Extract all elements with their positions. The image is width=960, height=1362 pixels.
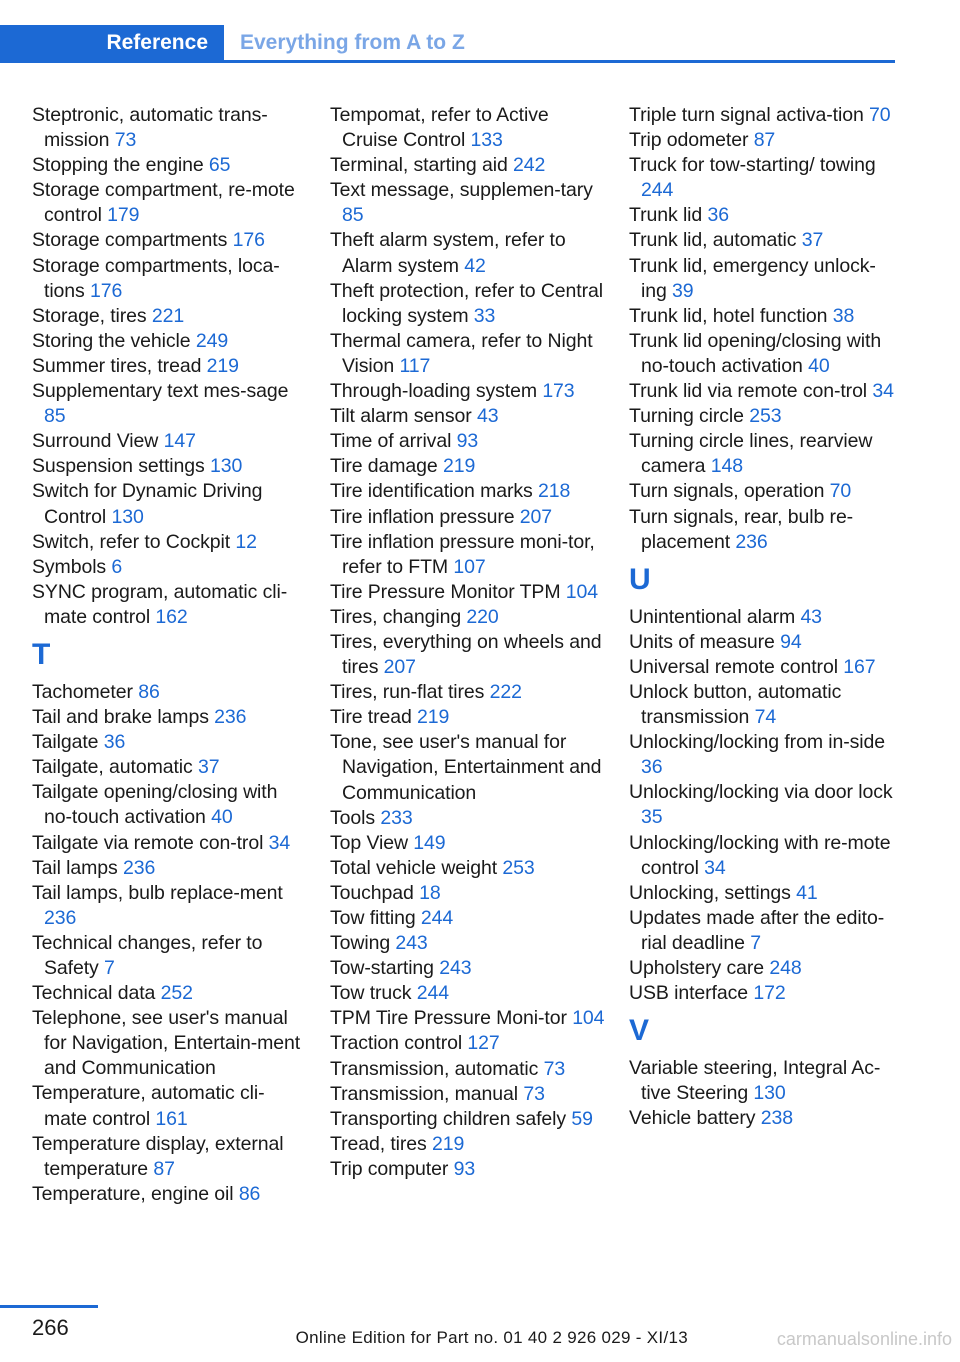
header-divider (0, 60, 895, 63)
index-entry-term: Supplementary text mes-sage (32, 380, 289, 403)
index-entry-term: Tail and brake lamps (32, 706, 215, 729)
index-entry (330, 580, 605, 605)
index-entry (32, 228, 307, 253)
index-entry-term: Tire identification marks (330, 480, 538, 503)
index-entry (330, 228, 605, 278)
page-link[interactable]: 38 (832, 304, 855, 327)
index-entry-term: Tire Pressure Monitor TPM (330, 580, 566, 603)
index-entry (330, 530, 605, 580)
index-entry (330, 1082, 605, 1107)
index-entry-term: Units of measure (629, 630, 781, 653)
index-entry (629, 505, 899, 555)
index-entry (32, 755, 307, 780)
index-entry (629, 329, 899, 379)
index-entry (32, 1132, 307, 1182)
page-link[interactable]: 40 (211, 806, 233, 829)
page-link[interactable]: 162 (155, 605, 188, 628)
page-link[interactable]: 94 (780, 630, 802, 653)
index-entry (629, 906, 899, 956)
index-entry (32, 555, 307, 580)
index-entry (330, 956, 605, 981)
index-entry (330, 1057, 605, 1082)
index-column-2 (330, 103, 605, 1182)
page-link[interactable]: 248 (769, 957, 802, 979)
index-entry-term: Tail lamps, bulb replace-ment (32, 881, 283, 904)
index-entry (32, 103, 307, 153)
index-entry-term: Temperature display, external temperature (32, 1132, 284, 1180)
index-entry-term: Unlocking, settings (629, 881, 797, 904)
index-entry-term: Tow-starting (330, 957, 440, 980)
index-entry (330, 705, 605, 730)
index-entry-term: Unlock button, automatic transmission (629, 680, 842, 729)
index-entry-term: Unlocking/locking with re-mote control (629, 831, 891, 879)
index-entry-term: Trunk lid via remote con-trol (629, 380, 873, 403)
index-entry-term: Tow fitting (330, 907, 421, 929)
page-link[interactable]: 130 (111, 505, 144, 528)
index-entry-term: Vehicle battery (629, 1107, 761, 1130)
index-entry-term: Storage compartments (32, 229, 233, 252)
index-entry-term: Storing the vehicle (32, 329, 196, 352)
page-link[interactable]: 73 (523, 1082, 545, 1105)
index-entry-term: USB interface (629, 982, 754, 1005)
index-entry-term: Terminal, starting aid (330, 154, 514, 177)
page-link[interactable]: 161 (155, 1107, 188, 1130)
page-link[interactable]: 127 (467, 1032, 500, 1055)
index-entry (32, 1081, 307, 1131)
index-entry (629, 429, 899, 479)
index-entry (629, 128, 899, 153)
index-entry (330, 329, 605, 379)
page-link[interactable]: 242 (513, 154, 546, 177)
page-link[interactable]: 173 (542, 380, 575, 403)
page-link[interactable]: 236 (214, 706, 247, 729)
index-entry-term: Tachometer (32, 680, 139, 703)
index-entry (32, 780, 307, 830)
index-entry-term: Top View (330, 831, 414, 854)
index-entry-term: Tailgate opening/closing with no-touch activation (32, 781, 278, 829)
index-entry-term: Universal remote control (629, 655, 844, 678)
page-link[interactable]: 85 (342, 204, 364, 227)
index-entry-term: Updates made after the edito-rial deadline (629, 906, 885, 954)
index-entry (32, 580, 307, 630)
page-link[interactable]: 221 (151, 304, 185, 327)
index-entry (330, 1132, 605, 1157)
page-link[interactable]: 43 (800, 605, 822, 628)
index-entry-term: Switch for Dynamic Driving Control (32, 480, 263, 528)
index-entry-term: Trunk lid (629, 204, 708, 227)
index-entry (32, 254, 307, 304)
index-entry-term: Tail lamps (32, 856, 124, 879)
index-entry (32, 530, 307, 555)
index-entry-term: Transporting children safely (330, 1107, 572, 1130)
index-entry (330, 630, 605, 680)
index-entry-term: Turning circle (629, 405, 750, 428)
index-entry (32, 454, 307, 479)
index-entry (330, 856, 605, 881)
page-link[interactable]: 85 (44, 405, 66, 428)
index-entry-term: SYNC program, automatic cli-mate control (32, 580, 288, 628)
index-entry (32, 881, 307, 931)
page-link[interactable]: 252 (160, 982, 193, 1005)
page-link[interactable]: 43 (477, 405, 499, 428)
page-link[interactable]: 37 (198, 756, 220, 779)
index-entry (629, 153, 899, 203)
index-entry-term: Suspension settings (32, 455, 210, 478)
index-entry-term: TPM Tire Pressure Moni-tor (330, 1007, 573, 1030)
page-link[interactable]: 218 (538, 480, 571, 503)
index-entry (330, 379, 605, 404)
index-entry (32, 1006, 307, 1081)
page-link[interactable]: 73 (114, 129, 137, 152)
index-entry (629, 956, 899, 981)
index-entry (330, 881, 605, 906)
index-entry (629, 379, 899, 404)
index-column-1 (32, 103, 307, 1207)
page-link[interactable]: 219 (442, 455, 476, 478)
index-entry (32, 730, 307, 755)
page-link[interactable]: 93 (453, 1157, 476, 1180)
index-entry-term: Trip computer (330, 1157, 454, 1180)
page-link[interactable]: 40 (808, 354, 830, 377)
page-link[interactable]: 34 (268, 831, 291, 854)
index-entry-term: Telephone, see user's manual for Navigation, Entertain-ment and Communication (32, 1007, 301, 1080)
index-entry (32, 329, 307, 354)
index-entry-term: Tire inflation pressure moni-tor, refer to FTM (330, 530, 595, 578)
index-entry-term: Switch, refer to Cockpit (32, 530, 236, 553)
index-entry (330, 153, 605, 178)
index-entry (629, 228, 899, 253)
index-entry-term: Through-loading system (330, 380, 543, 403)
index-entry (629, 680, 899, 730)
watermark: carmanualsonline.info (776, 1329, 952, 1349)
index-entry-term: Storage, tires (32, 304, 152, 327)
page-link[interactable]: 7 (104, 957, 115, 979)
index-entry (629, 655, 899, 680)
page-link[interactable]: 130 (753, 1082, 786, 1105)
page-link[interactable]: 117 (399, 354, 431, 377)
page-link[interactable]: 253 (749, 405, 782, 428)
index-entry (330, 505, 605, 530)
page-link[interactable]: 176 (232, 229, 265, 252)
page-link[interactable]: 238 (760, 1107, 793, 1130)
index-entry-term: Theft alarm system, refer to Alarm system (330, 229, 566, 277)
page-link[interactable]: 87 (753, 129, 776, 152)
index-entry-term: Unintentional alarm (629, 605, 801, 628)
index-entry (629, 1106, 899, 1131)
index-entry-term: Turning circle lines, rearview camera (629, 430, 873, 478)
page-link[interactable]: 104 (572, 1007, 605, 1030)
index-entry-term: Unlocking/locking via door lock (629, 781, 893, 804)
index-entry (629, 630, 899, 655)
page-link[interactable]: 107 (453, 555, 486, 578)
index-entry (629, 730, 899, 780)
index-entry-term: Surround View (32, 430, 164, 453)
index-entry-term: Tow truck (330, 982, 417, 1005)
page-link[interactable]: 236 (123, 856, 156, 879)
page-link[interactable]: 236 (735, 530, 768, 553)
index-entry (629, 881, 899, 906)
index-entry-term: Symbols (32, 555, 112, 578)
page-number: 266 (32, 1315, 69, 1340)
index-entry (629, 831, 899, 881)
index-entry-term: Tire damage (330, 455, 443, 478)
page-link[interactable]: 104 (565, 580, 599, 603)
page-link[interactable]: 244 (420, 907, 454, 929)
index-entry (330, 1107, 605, 1132)
page-link[interactable]: 219 (432, 1132, 465, 1155)
index-entry-term: Transmission, manual (330, 1082, 524, 1105)
page-link[interactable]: 18 (419, 881, 441, 904)
page-link[interactable]: 33 (473, 304, 496, 327)
page-link[interactable]: 36 (103, 731, 126, 754)
index-entry (32, 379, 307, 429)
index-entry-term: Tailgate via remote con-trol (32, 831, 269, 854)
footer-divider (0, 1305, 98, 1308)
index-entry (330, 279, 605, 329)
page-link[interactable]: 149 (413, 831, 446, 854)
index-entry (330, 730, 605, 805)
index-entry-term: Turn signals, rear, bulb re-placement (629, 505, 854, 553)
index-entry (330, 178, 605, 228)
index-entry-term: Tailgate (32, 731, 104, 754)
index-entry (32, 981, 307, 1006)
index-entry-term: Touchpad (330, 881, 420, 904)
index-entry-term: Trunk lid, emergency unlock-ing (629, 254, 876, 302)
page-link[interactable]: 179 (107, 204, 140, 227)
index-entry-term: Unlocking/locking from in-side (629, 731, 886, 754)
page-link[interactable]: 59 (571, 1107, 593, 1130)
page-link[interactable]: 148 (710, 455, 743, 478)
index-entry-term: Time of arrival (330, 430, 457, 453)
index-entry-term: Steptronic, automatic trans-mission (32, 104, 268, 152)
index-letter-heading: T (32, 637, 51, 671)
index-entry-term: Storage compartments, loca-tions (32, 254, 280, 302)
page-link[interactable]: 65 (208, 154, 231, 177)
index-entry-term: Truck for tow-starting/ towing (629, 154, 876, 177)
index-entry (32, 304, 307, 329)
page-link[interactable]: 236 (44, 906, 77, 929)
index-entry (330, 680, 605, 705)
index-letter-heading: U (629, 562, 651, 596)
page-link[interactable]: 37 (801, 229, 824, 252)
section-tab-reference[interactable]: Reference (0, 25, 224, 63)
page-link[interactable]: 207 (519, 505, 553, 528)
page-link[interactable]: 6 (111, 555, 123, 578)
page-link[interactable]: 220 (466, 605, 499, 628)
index-entry-term: Towing (330, 932, 396, 955)
index-entry-term: Tires, run-flat tires (330, 681, 490, 704)
page-link[interactable]: 253 (502, 856, 535, 879)
index-column-3 (629, 103, 899, 1131)
page-link[interactable]: 172 (753, 982, 786, 1005)
index-entry (330, 806, 605, 831)
page-link[interactable]: 12 (235, 530, 257, 553)
index-entry-term: Trunk lid opening/closing with no-touch activation (629, 329, 882, 377)
page-link[interactable]: 243 (439, 957, 472, 980)
index-entry (629, 479, 899, 504)
index-entry-term: Technical changes, refer to Safety (32, 931, 263, 979)
index-entry-term: Theft protection, refer to Central locking system (330, 279, 603, 327)
page-link[interactable]: 133 (470, 129, 503, 152)
edition-note: Online Edition for Part no. 01 40 2 926 029 - XI/13 (295, 1328, 688, 1347)
index-entry-term: Tools (330, 806, 381, 829)
index-entry (629, 981, 899, 1006)
index-entry (330, 931, 605, 956)
page-link[interactable]: 86 (238, 1182, 261, 1205)
index-entry (32, 680, 307, 705)
index-entry-term: Trunk lid, hotel function (629, 304, 833, 327)
page-link[interactable]: 35 (641, 806, 663, 829)
index-entry (330, 454, 605, 479)
page-link[interactable]: 207 (383, 656, 416, 679)
index-entry-term: Summer tires, tread (32, 354, 207, 377)
index-entry (32, 178, 307, 228)
index-entry (629, 203, 899, 228)
page-link[interactable]: 219 (206, 354, 239, 377)
index-entry (330, 1157, 605, 1182)
index-entry-term: Tires, everything on wheels and tires (330, 630, 602, 679)
index-entry (330, 906, 605, 931)
index-entry (330, 1031, 605, 1056)
index-entry-term: Thermal camera, refer to Night Vision (330, 329, 593, 377)
index-entry-term: Turn signals, operation (629, 480, 830, 503)
index-entry-term: Tire inflation pressure (330, 505, 520, 528)
page-link[interactable]: 36 (641, 756, 663, 779)
index-entry-term: Trunk lid, automatic (629, 229, 802, 252)
index-entry-term: Technical data (32, 982, 161, 1005)
index-entry (32, 705, 307, 730)
index-entry-term: Tailgate, automatic (32, 756, 199, 779)
index-entry (32, 1182, 307, 1207)
page-link[interactable]: 243 (395, 932, 428, 955)
index-entry (32, 931, 307, 981)
page-link[interactable]: 73 (543, 1057, 566, 1080)
index-entry-term: Total vehicle weight (330, 856, 503, 879)
page-link[interactable]: 70 (829, 480, 852, 503)
index-entry (629, 605, 899, 630)
index-entry (330, 831, 605, 856)
index-entry-term: Tone, see user's manual for Navigation, Entertainment and Communication (330, 731, 602, 804)
index-entry (629, 404, 899, 429)
index-entry (32, 479, 307, 529)
page-header (0, 25, 895, 63)
page-link[interactable]: 130 (209, 455, 243, 478)
index-entry-term: Trip odometer (629, 129, 754, 152)
index-entry-term: Tire tread (330, 706, 418, 729)
index-entry (330, 981, 605, 1006)
index-entry (629, 103, 899, 128)
index-entry-term: Text message, supplemen-tary (330, 179, 593, 202)
index-entry (330, 1006, 605, 1031)
page-link[interactable]: 244 (416, 982, 450, 1005)
page-link[interactable]: 233 (380, 806, 413, 829)
index-entry-term: Tilt alarm sensor (330, 405, 478, 428)
index-entry-term: Tires, changing (330, 605, 467, 628)
page-link[interactable]: 244 (641, 179, 674, 202)
index-entry (32, 153, 307, 178)
index-entry (629, 1056, 899, 1106)
index-entry-term: Temperature, automatic cli-mate control (32, 1082, 265, 1130)
page-link[interactable]: 87 (153, 1157, 175, 1180)
index-entry (629, 304, 899, 329)
page-link[interactable]: 41 (796, 881, 818, 904)
index-entry (330, 605, 605, 630)
page-link[interactable]: 86 (138, 680, 160, 703)
index-entry (32, 354, 307, 379)
page-link[interactable]: 176 (90, 279, 123, 302)
page-link[interactable]: 34 (704, 856, 726, 879)
index-entry (629, 780, 899, 830)
index-entry (330, 479, 605, 504)
page-link[interactable]: 36 (707, 204, 729, 227)
index-entry (330, 429, 605, 454)
page-link[interactable]: 93 (456, 430, 479, 453)
index-entry-term: Transmission, automatic (330, 1057, 544, 1080)
index-entry (32, 429, 307, 454)
index-entry-term: Traction control (330, 1032, 468, 1055)
page-link[interactable]: 42 (464, 254, 486, 277)
index-entry (32, 856, 307, 881)
index-entry-term: Upholstery care (629, 957, 770, 979)
index-entry-term: Temperature, engine oil (32, 1182, 239, 1205)
index-letter-heading: V (629, 1014, 650, 1048)
page-link[interactable]: 147 (163, 430, 196, 453)
page-link[interactable]: 222 (489, 681, 522, 704)
index-entry-term: Storage compartment, re-mote control (32, 179, 295, 227)
page-link[interactable]: 34 (872, 380, 894, 403)
index-entry-term: Tread, tires (330, 1132, 433, 1155)
index-entry-term: Variable steering, Integral Ac-tive Steering (629, 1057, 881, 1105)
page-link[interactable]: 219 (417, 706, 450, 729)
page-link[interactable]: 249 (195, 329, 229, 352)
index-entry (32, 831, 307, 856)
index-entry-term: Tempomat, refer to Active Cruise Control (330, 104, 549, 152)
index-entry (629, 254, 899, 304)
page-link[interactable]: 7 (750, 931, 761, 954)
page-link[interactable]: 167 (843, 655, 876, 678)
index-entry-term: Stopping the engine (32, 154, 209, 177)
index-entry (330, 404, 605, 429)
section-tab-everything-a-z[interactable]: Everything from A to Z (240, 31, 465, 54)
index-entry (330, 103, 605, 153)
index-entry-term: Triple turn signal activa-tion (629, 104, 870, 126)
page-link[interactable]: 74 (754, 706, 777, 729)
page-link[interactable]: 39 (672, 279, 694, 302)
page-link[interactable]: 70 (869, 104, 891, 126)
